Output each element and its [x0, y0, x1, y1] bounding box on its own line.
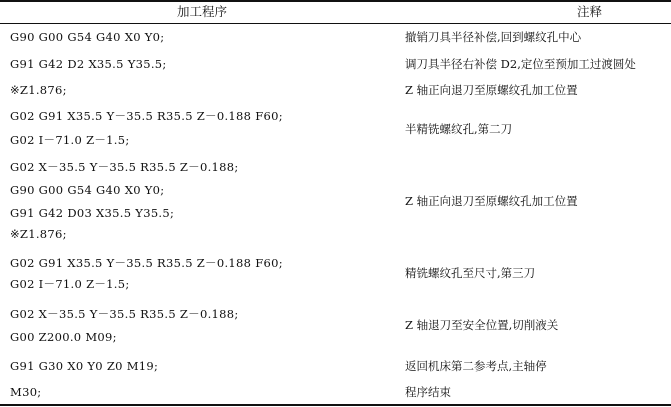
note-line: 调刀具半径右补偿 D2,定位至预加工过渡圆处 — [405, 57, 636, 71]
note-line: Z 轴正向退刀至原螺纹孔加工位置 — [405, 83, 578, 97]
code-line: ※Z1.876; — [10, 83, 67, 97]
code-line: G02 X－35.5 Y－35.5 R35.5 Z－0.188; — [10, 307, 239, 321]
note-line: 程序结束 — [405, 385, 451, 399]
code-line: G02 X－35.5 Y－35.5 R35.5 Z－0.188; — [10, 160, 239, 174]
table-bottom-rule — [0, 404, 671, 406]
header-notes: 注释 — [577, 4, 603, 19]
note-line: 撤销刀具半径补偿,回到螺纹孔中心 — [405, 30, 582, 44]
code-line: G91 G42 D2 X35.5 Y35.5; — [10, 57, 167, 71]
code-line: G91 G30 X0 Y0 Z0 M19; — [10, 359, 159, 373]
code-line: G90 G00 G54 G40 X0 Y0; — [10, 30, 165, 44]
header-rule — [0, 23, 671, 24]
note-line: 返回机床第二参考点,主轴停 — [405, 359, 547, 373]
code-line: G91 G42 D03 X35.5 Y35.5; — [10, 206, 175, 220]
note-line: Z 轴正向退刀至原螺纹孔加工位置 — [405, 194, 578, 208]
code-line: G90 G00 G54 G40 X0 Y0; — [10, 183, 165, 197]
code-line: G02 I－71.0 Z－1.5; — [10, 133, 130, 147]
code-line: M30; — [10, 385, 42, 399]
code-line: G02 I－71.0 Z－1.5; — [10, 277, 130, 291]
table-top-rule — [0, 0, 671, 2]
header-program: 加工程序 — [176, 4, 227, 19]
code-line: G00 Z200.0 M09; — [10, 330, 117, 344]
note-line: 精铣螺纹孔至尺寸,第三刀 — [405, 266, 536, 280]
code-line: G02 G91 X35.5 Y－35.5 R35.5 Z－0.188 F60; — [10, 109, 283, 123]
code-line: ※Z1.876; — [10, 227, 67, 241]
note-line: 半精铣螺纹孔,第二刀 — [405, 122, 513, 136]
note-line: Z 轴退刀至安全位置,切削液关 — [405, 318, 559, 332]
code-line: G02 G91 X35.5 Y－35.5 R35.5 Z－0.188 F60; — [10, 256, 283, 270]
